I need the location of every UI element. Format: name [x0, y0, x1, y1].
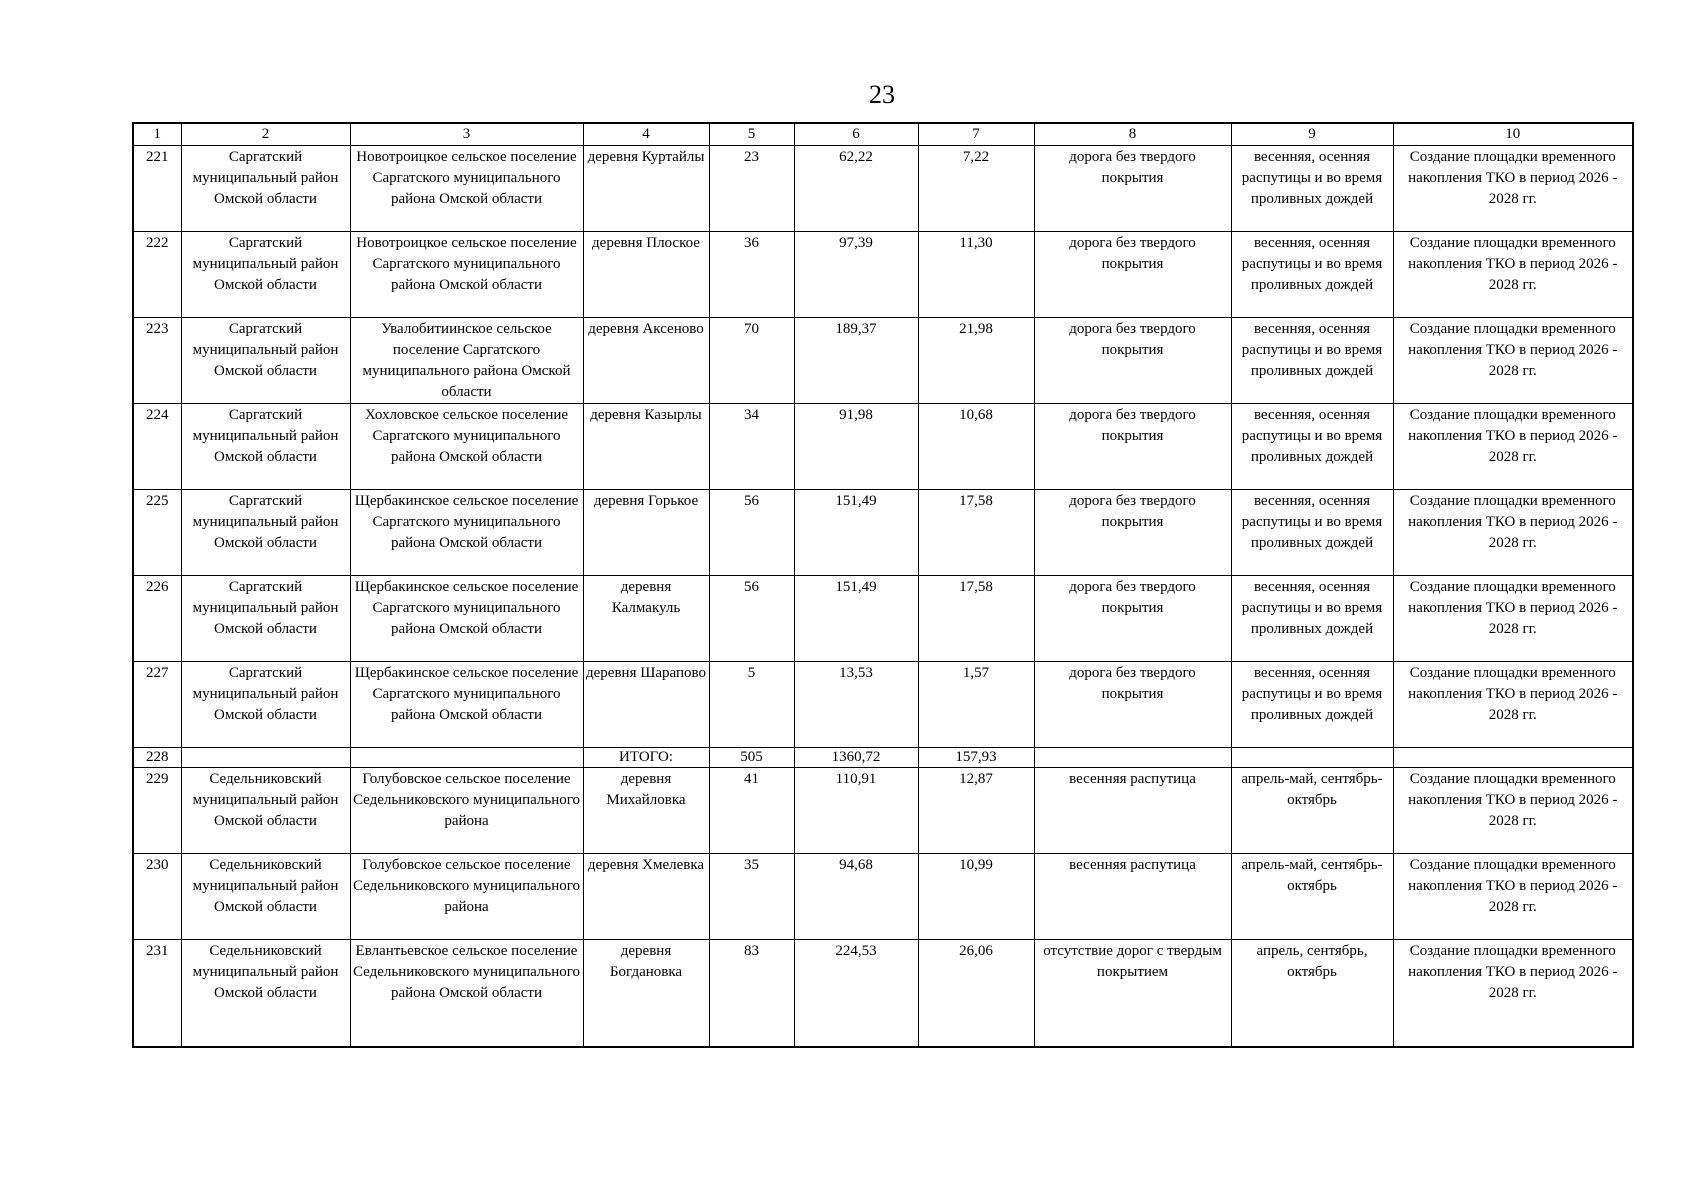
col7-cell: 12,87 [918, 768, 1034, 854]
settlement-cell: Голубовское сельское поселение Седельниковского муниципального района [350, 768, 583, 854]
row-number-cell: 229 [133, 768, 181, 854]
total-col5-cell: 505 [709, 748, 794, 768]
table-row [133, 318, 1633, 404]
district-cell: Саргатский муниципальный район Омской области [181, 146, 350, 232]
locality-cell: деревня Плоское [583, 232, 709, 318]
column-header: 9 [1231, 123, 1393, 146]
settlement-cell: Щербакинское сельское поселение Саргатского муниципального района Омской области [350, 576, 583, 662]
col8-cell: дорога без твердого покрытия [1034, 490, 1231, 576]
row-number-cell: 222 [133, 232, 181, 318]
col5-cell: 36 [709, 232, 794, 318]
settlement-cell: Увалобитиинское сельское поселение Саргатского муниципального района Омской области [350, 318, 583, 404]
locality-cell: деревня Шарапово [583, 662, 709, 748]
row-number-cell: 221 [133, 146, 181, 232]
table-row [133, 940, 1633, 1048]
column-number-row [133, 123, 1633, 146]
table-row [133, 232, 1633, 318]
table-row [133, 768, 1633, 854]
total-col7-cell: 157,93 [918, 748, 1034, 768]
col6-cell: 13,53 [794, 662, 918, 748]
settlement-cell: Новотроицкое сельское поселение Саргатского муниципального района Омской области [350, 146, 583, 232]
total-row [133, 748, 1633, 768]
row-number-cell: 226 [133, 576, 181, 662]
col7-cell: 10,99 [918, 854, 1034, 940]
locality-cell: деревня Хмелевка [583, 854, 709, 940]
table-row [133, 576, 1633, 662]
settlement-cell: Щербакинское сельское поселение Саргатского муниципального района Омской области [350, 490, 583, 576]
col10-cell: Создание площадки временного накопления ТКО в период 2026 - 2028 гг. [1393, 662, 1633, 748]
col8-cell: дорога без твердого покрытия [1034, 146, 1231, 232]
col9-cell: весенняя, осенняя распутицы и во время проливных дождей [1231, 490, 1393, 576]
district-cell: Саргатский муниципальный район Омской области [181, 576, 350, 662]
col8-cell: весенняя распутица [1034, 854, 1231, 940]
table-row [133, 404, 1633, 490]
col7-cell: 17,58 [918, 490, 1034, 576]
col10-cell [1393, 748, 1633, 768]
total-label-cell: ИТОГО: [583, 748, 709, 768]
page-number: 23 [869, 80, 895, 109]
col9-cell: весенняя, осенняя распутицы и во время проливных дождей [1231, 146, 1393, 232]
settlement-cell: Голубовское сельское поселение Седельниковского муниципального района [350, 854, 583, 940]
col8-cell: отсутствие дорог с твердым покрытием [1034, 940, 1231, 1048]
column-header: 8 [1034, 123, 1231, 146]
row-number-cell: 224 [133, 404, 181, 490]
col6-cell: 110,91 [794, 768, 918, 854]
table-row [133, 490, 1633, 576]
table-body [133, 123, 1633, 1047]
col5-cell: 5 [709, 662, 794, 748]
locality-cell: деревня Куртайлы [583, 146, 709, 232]
settlement-cell: Хохловское сельское поселение Саргатского муниципального района Омской области [350, 404, 583, 490]
col8-cell: дорога без твердого покрытия [1034, 662, 1231, 748]
data-table [132, 122, 1634, 1048]
row-number-cell: 231 [133, 940, 181, 1048]
col7-cell: 1,57 [918, 662, 1034, 748]
table-row [133, 854, 1633, 940]
settlement-cell [350, 748, 583, 768]
district-cell: Саргатский муниципальный район Омской области [181, 662, 350, 748]
locality-cell: деревня Горькое [583, 490, 709, 576]
column-header: 4 [583, 123, 709, 146]
col6-cell: 91,98 [794, 404, 918, 490]
column-header: 10 [1393, 123, 1633, 146]
col7-cell: 7,22 [918, 146, 1034, 232]
col9-cell: весенняя, осенняя распутицы и во время проливных дождей [1231, 232, 1393, 318]
col6-cell: 151,49 [794, 576, 918, 662]
locality-cell: деревня Калмакуль [583, 576, 709, 662]
col9-cell [1231, 748, 1393, 768]
col5-cell: 56 [709, 576, 794, 662]
column-header: 6 [794, 123, 918, 146]
col7-cell: 26,06 [918, 940, 1034, 1048]
settlement-cell: Новотроицкое сельское поселение Саргатского муниципального района Омской области [350, 232, 583, 318]
col8-cell: дорога без твердого покрытия [1034, 404, 1231, 490]
column-header: 5 [709, 123, 794, 146]
district-cell: Седельниковский муниципальный район Омской области [181, 854, 350, 940]
row-number-cell: 223 [133, 318, 181, 404]
col8-cell [1034, 748, 1231, 768]
table-row [133, 662, 1633, 748]
col6-cell: 94,68 [794, 854, 918, 940]
column-header: 3 [350, 123, 583, 146]
col10-cell: Создание площадки временного накопления ТКО в период 2026 - 2028 гг. [1393, 768, 1633, 854]
district-cell [181, 748, 350, 768]
col5-cell: 35 [709, 854, 794, 940]
col5-cell: 56 [709, 490, 794, 576]
settlement-cell: Щербакинское сельское поселение Саргатского муниципального района Омской области [350, 662, 583, 748]
col5-cell: 23 [709, 146, 794, 232]
district-cell: Седельниковский муниципальный район Омской области [181, 940, 350, 1048]
col8-cell: дорога без твердого покрытия [1034, 576, 1231, 662]
col7-cell: 17,58 [918, 576, 1034, 662]
column-header: 7 [918, 123, 1034, 146]
col6-cell: 151,49 [794, 490, 918, 576]
col10-cell: Создание площадки временного накопления ТКО в период 2026 - 2028 гг. [1393, 854, 1633, 940]
locality-cell: деревня Михайловка [583, 768, 709, 854]
settlement-cell: Евлантьевское сельское поселение Седельниковского муниципального района Омской области [350, 940, 583, 1048]
col9-cell: весенняя, осенняя распутицы и во время проливных дождей [1231, 576, 1393, 662]
col9-cell: весенняя, осенняя распутицы и во время проливных дождей [1231, 404, 1393, 490]
col10-cell: Создание площадки временного накопления ТКО в период 2026 - 2028 гг. [1393, 318, 1633, 404]
col5-cell: 83 [709, 940, 794, 1048]
district-cell: Седельниковский муниципальный район Омской области [181, 768, 350, 854]
col8-cell: весенняя распутица [1034, 768, 1231, 854]
col8-cell: дорога без твердого покрытия [1034, 318, 1231, 404]
col6-cell: 189,37 [794, 318, 918, 404]
row-number-cell: 227 [133, 662, 181, 748]
district-cell: Саргатский муниципальный район Омской области [181, 318, 350, 404]
col9-cell: весенняя, осенняя распутицы и во время проливных дождей [1231, 662, 1393, 748]
col9-cell: апрель, сентябрь, октябрь [1231, 940, 1393, 1048]
row-number-cell: 225 [133, 490, 181, 576]
col5-cell: 41 [709, 768, 794, 854]
col10-cell: Создание площадки временного накопления ТКО в период 2026 - 2028 гг. [1393, 490, 1633, 576]
col7-cell: 21,98 [918, 318, 1034, 404]
locality-cell: деревня Казырлы [583, 404, 709, 490]
column-header: 1 [133, 123, 181, 146]
col9-cell: апрель-май, сентябрь-октябрь [1231, 768, 1393, 854]
total-col6-cell: 1360,72 [794, 748, 918, 768]
row-number-cell: 230 [133, 854, 181, 940]
col7-cell: 11,30 [918, 232, 1034, 318]
col8-cell: дорога без твердого покрытия [1034, 232, 1231, 318]
col5-cell: 70 [709, 318, 794, 404]
col5-cell: 34 [709, 404, 794, 490]
table-row [133, 146, 1633, 232]
col10-cell: Создание площадки временного накопления ТКО в период 2026 - 2028 гг. [1393, 232, 1633, 318]
district-cell: Саргатский муниципальный район Омской области [181, 490, 350, 576]
col9-cell: апрель-май, сентябрь-октябрь [1231, 854, 1393, 940]
col10-cell: Создание площадки временного накопления ТКО в период 2026 - 2028 гг. [1393, 146, 1633, 232]
col6-cell: 97,39 [794, 232, 918, 318]
col6-cell: 224,53 [794, 940, 918, 1048]
col7-cell: 10,68 [918, 404, 1034, 490]
locality-cell: деревня Аксеново [583, 318, 709, 404]
col10-cell: Создание площадки временного накопления ТКО в период 2026 - 2028 гг. [1393, 940, 1633, 1048]
district-cell: Саргатский муниципальный район Омской области [181, 404, 350, 490]
col9-cell: весенняя, осенняя распутицы и во время проливных дождей [1231, 318, 1393, 404]
col6-cell: 62,22 [794, 146, 918, 232]
col10-cell: Создание площадки временного накопления ТКО в период 2026 - 2028 гг. [1393, 576, 1633, 662]
row-number-cell: 228 [133, 748, 181, 768]
column-header: 2 [181, 123, 350, 146]
locality-cell: деревня Богдановка [583, 940, 709, 1048]
district-cell: Саргатский муниципальный район Омской области [181, 232, 350, 318]
col10-cell: Создание площадки временного накопления ТКО в период 2026 - 2028 гг. [1393, 404, 1633, 490]
